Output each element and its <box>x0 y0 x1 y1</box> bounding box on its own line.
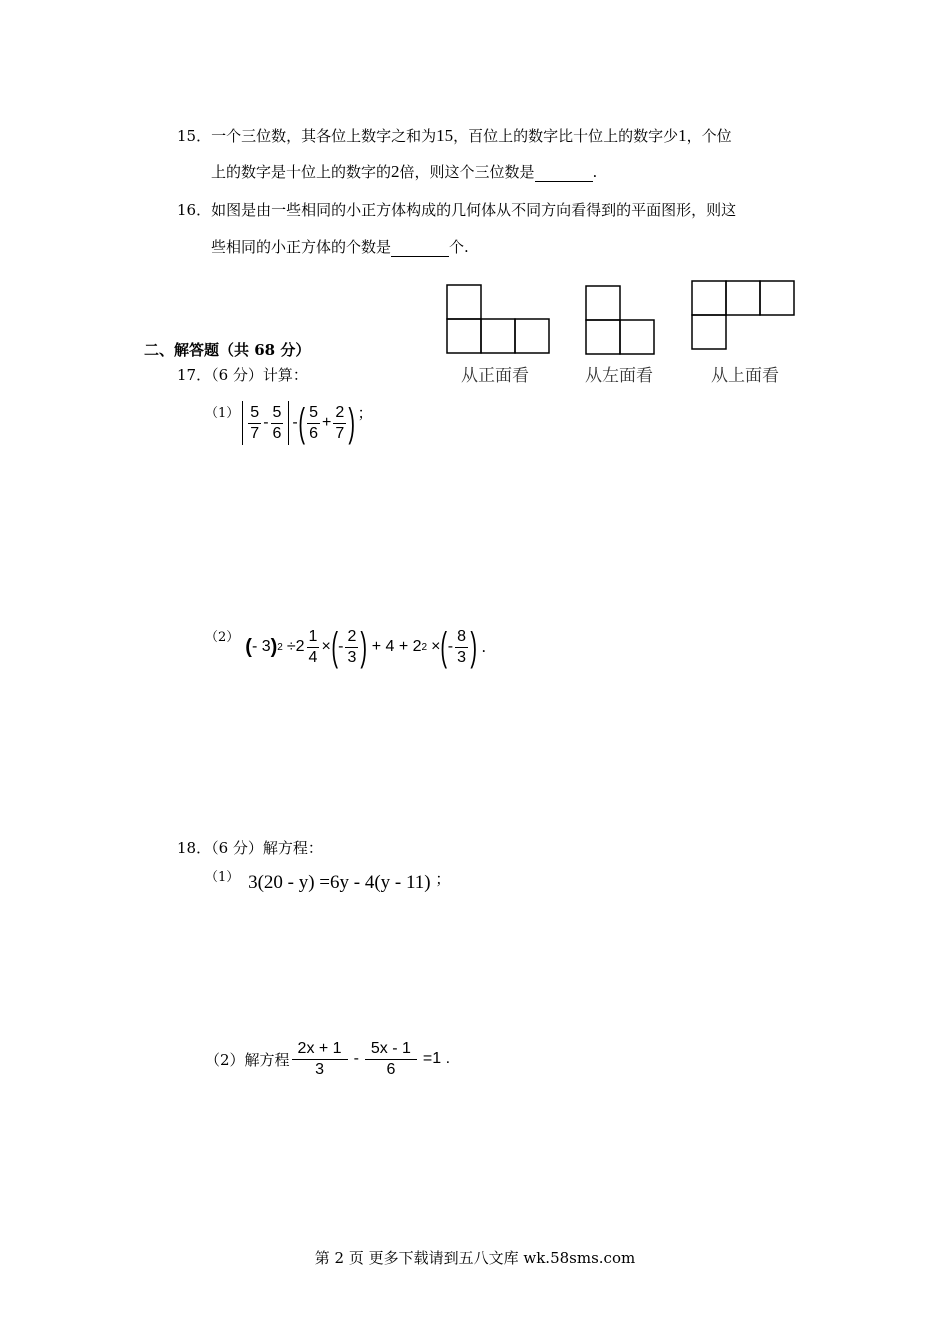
question-18-part1: （1） 3(20 - y) =6y - 4(y - 11) ； <box>205 870 451 893</box>
question-15-line2: 上的数字是十位上的数字的2倍，则这个三位数是 . <box>211 162 598 181</box>
question-15-line1: 15．一个三位数，其各位上数字之和为15，百位上的数字比十位上的数字少1，个位 <box>177 126 732 145</box>
expression-17-1: $\frac{5}{7}$ - $\frac{5}{6}$ - ( $\frac{5}{6}$ + $\frac{2}{7}$ ) <box>239 401 355 445</box>
question-17-part1: （1） $\frac{5}{7}$ - $\frac{5}{6}$ - ( $\frac{5}{6}$ + $\frac{2}{7}$ ) ； <box>205 401 373 445</box>
equation-18-2: $\frac{2x + 1}{3}$ - $\frac{5x - 1}{6}$ =1 . <box>290 1039 451 1080</box>
left-view-caption: 从左面看 <box>585 366 653 385</box>
expression-17-2: ( - 3 ) 2 ÷2 $\frac{1}{4}$ × ( - $\frac{2}{3}$ ) + 4 + 2 2 × ( - $\frac{8}{3}$ ) <box>245 625 477 669</box>
answer-blank <box>391 238 449 257</box>
front-view-shape <box>447 285 549 353</box>
question-17-part2: （2） ( - 3 ) 2 ÷2 $\frac{1}{4}$ × ( - $\frac{2}{3}$ ) + 4 + 2 2 × ( - $\frac{8}{3}$ ) . <box>205 625 487 669</box>
question-16-line2: 些相同的小正方体的个数是 个. <box>211 238 469 256</box>
question-18-head: 18．（6 分）解方程： <box>177 839 323 857</box>
top-view-shape <box>692 281 794 349</box>
left-view-shape <box>586 286 654 354</box>
section-title: 二、解答题（共 68 分） <box>144 341 311 359</box>
top-view-caption: 从上面看 <box>711 366 779 385</box>
equation-18-1: 3(20 - y) =6y - 4(y - 11) <box>248 872 431 893</box>
front-view-caption: 从正面看 <box>461 366 529 385</box>
question-16-line1: 16．如图是由一些相同的小正方体构成的几何体从不同方向看得到的平面图形，则这 <box>177 201 737 219</box>
three-views-figure <box>440 278 810 358</box>
question-17-head: 17．（6 分）计算： <box>177 366 308 384</box>
page-footer: 第 2 页 更多下载请到五八文库 wk.58sms.com <box>314 1249 636 1267</box>
question-18-part2: （2）解方程 $\frac{2x + 1}{3}$ - $\frac{5x - 1}{6}$ =1 . <box>205 1039 451 1078</box>
answer-blank <box>535 163 593 182</box>
